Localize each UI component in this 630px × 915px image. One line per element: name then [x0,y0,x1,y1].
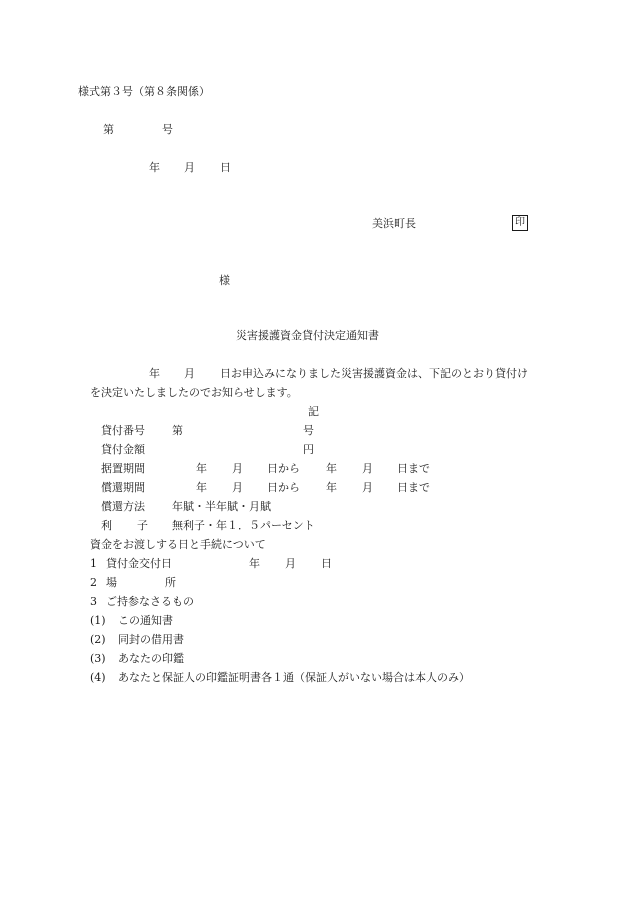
handover-date-label: 貸付金交付日 [106,557,172,570]
handover-heading: 資金をお渡しする日と手続について [90,538,266,551]
interest-label-a: 利 [101,519,112,532]
intro-month: 月 [184,367,195,380]
deferment-year-1: 年 [196,462,207,475]
list-item: あなたの印鑑 [118,652,184,665]
deferment-month-2: 月 [362,462,373,475]
loan-amount-unit: 円 [303,443,314,456]
handover-date-year: 年 [249,557,260,570]
repayment-year-2: 年 [326,481,337,494]
handover-date-month: 月 [285,557,296,570]
repayment-label: 償還期間 [101,481,145,494]
document-title: 災害援護資金貸付決定通知書 [236,329,379,342]
handover-date-num: 1 [90,557,97,570]
repayment-year-1: 年 [196,481,207,494]
doc-number-prefix: 第 [103,123,114,136]
issuer-title: 美浜町長 [372,217,416,230]
repayment-month-1: 月 [232,481,243,494]
list-item: この通知書 [118,614,173,627]
handover-place-num: 2 [90,576,97,589]
date-year: 年 [149,161,160,174]
handover-date-day: 日 [321,557,332,570]
list-item-num: (4) [90,671,106,684]
list-item: あなたと保証人の印鑑証明書各１通（保証人がいない場合は本人のみ） [118,671,470,684]
handover-bring-num: 3 [90,595,97,608]
loan-number-prefix: 第 [172,424,183,437]
list-item: 同封の借用書 [118,633,184,646]
ki-heading: 記 [308,405,319,418]
date-month: 月 [184,161,195,174]
deferment-to: 日まで [397,462,430,475]
intro-line-1: 日お申込みになりました災害援護資金は、下記のとおり貸付け [220,367,528,380]
intro-year: 年 [149,367,160,380]
method-label: 償還方法 [101,500,145,513]
loan-number-suffix: 号 [303,424,314,437]
method-value: 年賦・半年賦・月賦 [172,500,271,513]
date-day: 日 [220,161,231,174]
deferment-year-2: 年 [326,462,337,475]
seal-mark: 印 [512,215,528,231]
repayment-to: 日まで [397,481,430,494]
deferment-label: 据置期間 [101,462,145,475]
list-item-num: (1) [90,614,106,627]
loan-number-label: 貸付番号 [101,424,145,437]
intro-line-2: を決定いたしましたのでお知らせします。 [90,386,298,399]
handover-place-label-a: 場 [106,576,117,589]
form-number: 様式第３号（第８条関係） [78,85,210,98]
interest-value: 無利子・年１．５パーセント [172,519,315,532]
handover-bring-label: ご持参なさるもの [106,595,194,608]
deferment-month-1: 月 [232,462,243,475]
repayment-month-2: 月 [362,481,373,494]
loan-amount-label: 貸付金額 [101,443,145,456]
addressee-suffix: 様 [219,274,230,287]
deferment-from: 日から [267,462,300,475]
doc-number-suffix: 号 [162,123,173,136]
list-item-num: (3) [90,652,106,665]
list-item-num: (2) [90,633,106,646]
handover-place-label-b: 所 [165,576,176,589]
repayment-from: 日から [267,481,300,494]
interest-label-b: 子 [137,519,148,532]
